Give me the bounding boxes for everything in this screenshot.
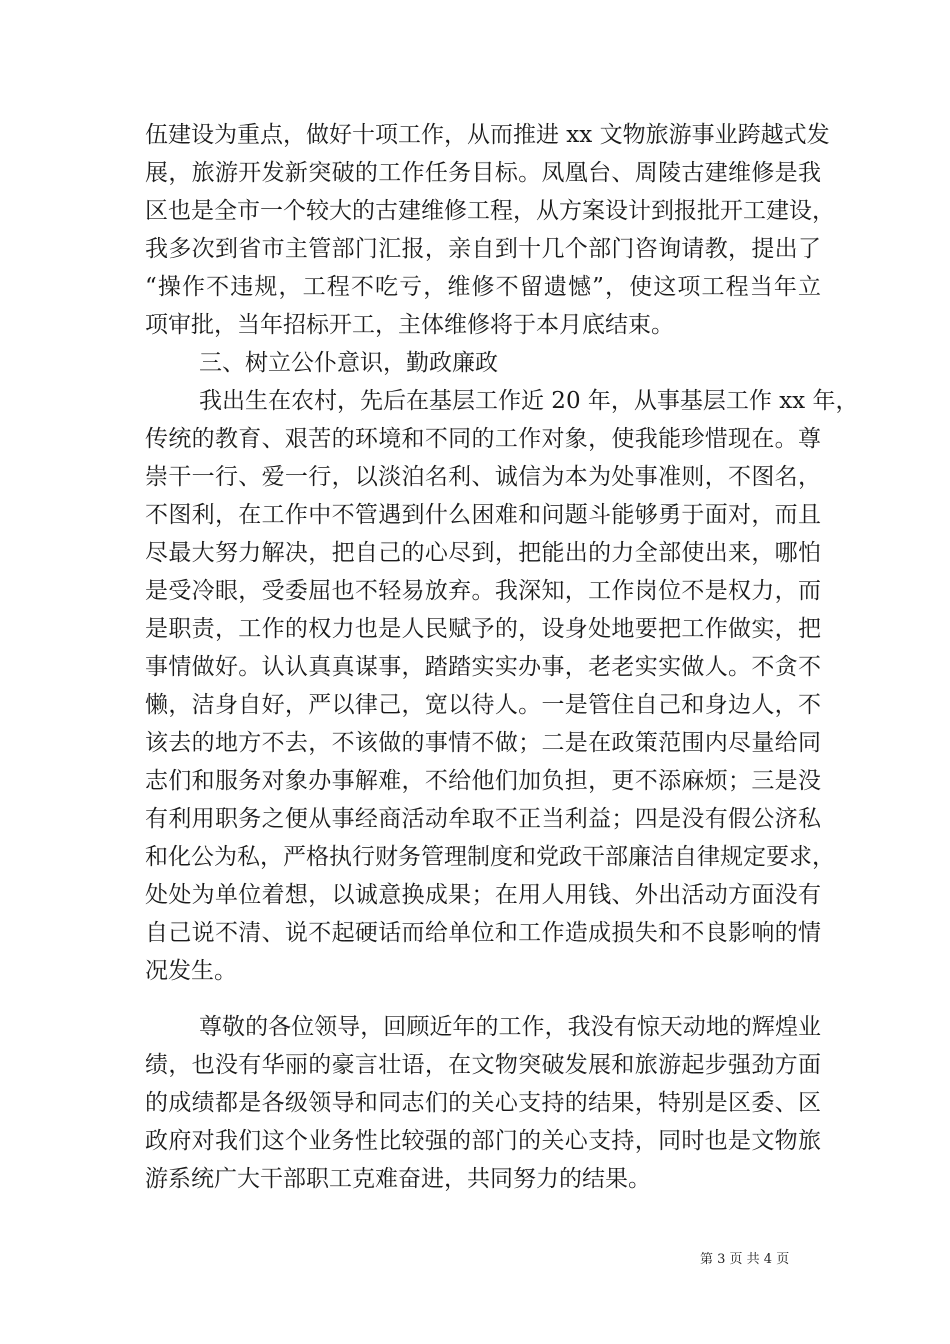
text-line: 尽最大努力解决，把自己的心尽到，把能出的力全部使出来，哪怕 (145, 540, 821, 566)
text-line: 政府对我们这个业务性比较强的部门的关心支持，同时也是文物旅 (145, 1128, 821, 1154)
text-line: 尊敬的各位领导，回顾近年的工作，我没有惊天动地的辉煌业 (199, 1014, 821, 1040)
text-line: 是职责，工作的权力也是人民赋予的，设身处地要把工作做实，把 (145, 616, 821, 642)
text-line: 我出生在农村，先后在基层工作近 20 年，从事基层工作 xx 年， (199, 388, 859, 414)
text-line: 况发生。 (145, 958, 237, 984)
text-line: 志们和服务对象办事解难，不给他们加负担，更不添麻烦；三是没 (145, 768, 821, 794)
text-line: 我多次到省市主管部门汇报，亲自到十几个部门咨询请教，提出了 (145, 236, 821, 262)
text-line: 自己说不清、说不起硬话而给单位和工作造成损失和不良影响的情 (145, 920, 821, 946)
text-line: 处处为单位着想，以诚意换成果；在用人用钱、外出活动方面没有 (145, 882, 821, 908)
text-line: 游系统广大干部职工克难奋进，共同努力的结果。 (145, 1166, 651, 1192)
text-line: 展，旅游开发新突破的工作任务目标。凤凰台、周陵古建维修是我 (145, 160, 821, 186)
text-line: 该去的地方不去，不该做的事情不做；二是在政策范围内尽量给同 (145, 730, 821, 756)
text-line: 项审批，当年招标开工，主体维修将于本月底结束。 (145, 312, 674, 338)
document-body (145, 116, 859, 1198)
text-line: 区也是全市一个较大的古建维修工程，从方案设计到报批开工建设， (145, 198, 835, 224)
text-line: 和化公为私，严格执行财务管理制度和党政干部廉洁自律规定要求， (145, 844, 835, 870)
text-line: 绩，也没有华丽的豪言壮语，在文物突破发展和旅游起步强劲方面 (145, 1052, 821, 1078)
text-line: 事情做好。认认真真谋事，踏踏实实办事，老老实实做人。不贪不 (145, 654, 821, 680)
section-heading: 三、树立公仆意识，勤政廉政 (199, 350, 498, 376)
text-line: 有利用职务之便从事经商活动牟取不正当利益；四是没有假公济私 (145, 806, 821, 832)
paragraph-gap (145, 990, 821, 1008)
text-line: 伍建设为重点，做好十项工作，从而推进 xx 文物旅游事业跨越式发 (145, 122, 830, 148)
text-line: 懒，洁身自好，严以律己，宽以待人。一是管住自己和身边人，不 (145, 692, 821, 718)
text-line: 传统的教育、艰苦的环境和不同的工作对象，使我能珍惜现在。尊 (145, 426, 821, 452)
text-line: “操作不违规，工程不吃亏，维修不留遗憾”，使这项工程当年立 (145, 274, 821, 300)
text-line: 崇干一行、爱一行，以淡泊名利、诚信为本为处事准则，不图名， (145, 464, 821, 490)
text-line: 不图利，在工作中不管遇到什么困难和问题斗能够勇于面对，而且 (145, 502, 821, 528)
page-number: 第 3 页 共 4 页 (700, 1252, 790, 1267)
text-line: 是受冷眼，受委屈也不轻易放弃。我深知，工作岗位不是权力，而 (145, 578, 821, 604)
text-line: 的成绩都是各级领导和同志们的关心支持的结果，特别是区委、区 (145, 1090, 821, 1116)
